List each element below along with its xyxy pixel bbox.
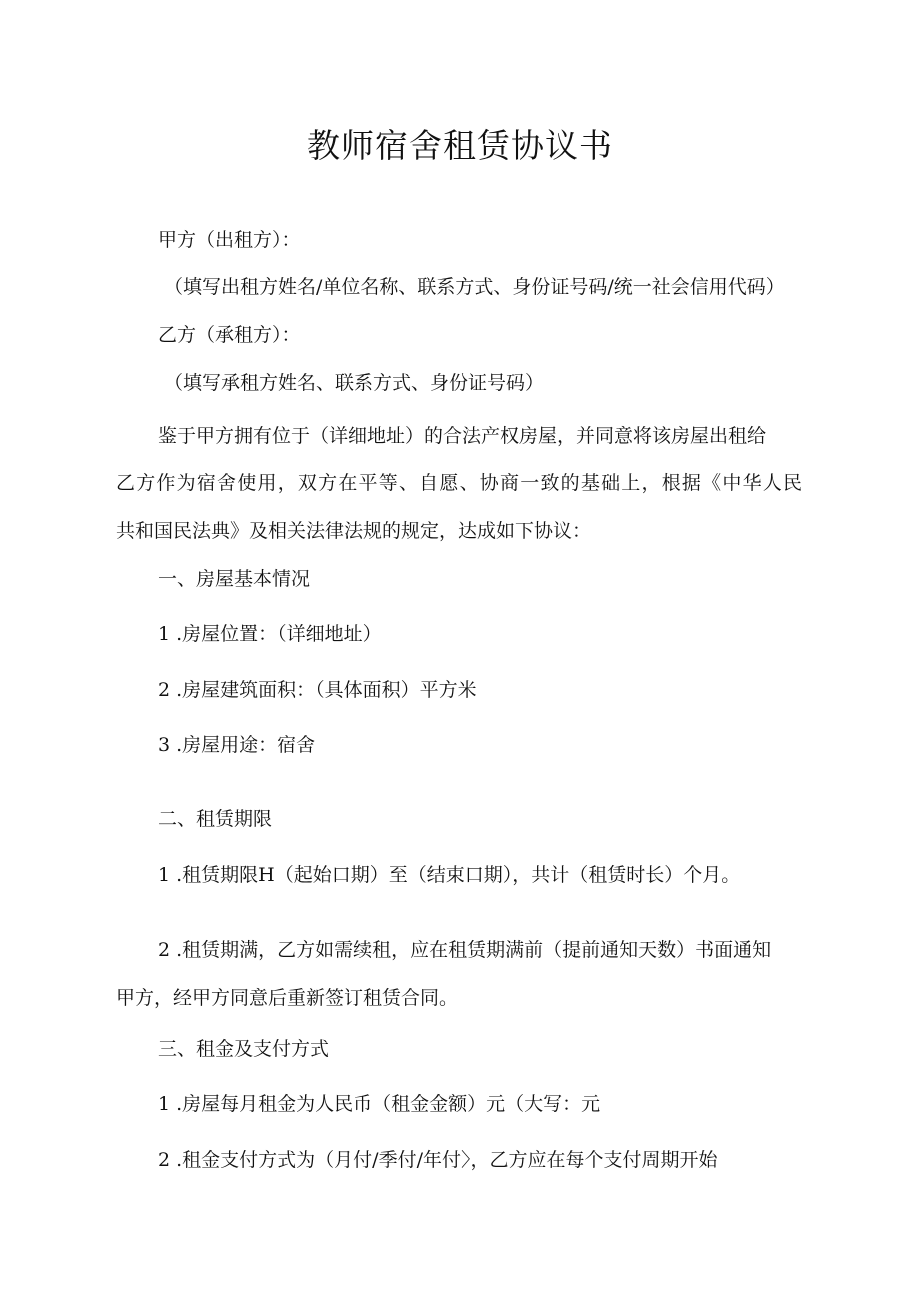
section-2-item-2-line-1: 2 .租赁期满，乙方如需续租，应在租赁期满前（提前通知天数）书面通知 <box>158 939 772 961</box>
section-3-heading: 三、租金及支付方式 <box>158 1038 330 1060</box>
party-b-hint: （填写承租方姓名、联系方式、身份证号码） <box>164 372 545 394</box>
document-title: 教师宿舍租赁协议书 <box>307 126 613 165</box>
section-3-item-1: 1 .房屋每月租金为人民币（租金金额）元（大写：元 <box>158 1093 601 1115</box>
section-2-item-1: 1 .租赁期限H（起始口期）至（结束口期），共计（租赁时长）个月。 <box>158 864 741 886</box>
party-a-label: 甲方（出租方）： <box>158 229 301 251</box>
section-1-item-3: 3 .房屋用途：宿舍 <box>158 734 316 756</box>
section-1-item-1: 1 .房屋位置：（详细地址） <box>158 623 382 645</box>
section-1-heading: 一、房屋基本情况 <box>158 568 311 590</box>
preamble-line-1: 鉴于甲方拥有位于（详细地址）的合法产权房屋，并同意将该房屋出租给 <box>158 425 767 447</box>
party-b-label: 乙方（承租方）： <box>158 324 301 346</box>
preamble-line-2: 乙方作为宿舍使用，双方在平等、自愿、协商一致的基础上，根据《中华人民 <box>116 472 802 494</box>
section-1-item-2: 2 .房屋建筑面积：（具体面积）平方米 <box>158 679 477 701</box>
section-2-item-2-line-2: 甲方，经甲方同意后重新签订租赁合同。 <box>116 987 459 1009</box>
party-a-hint: （填写出租方姓名/单位名称、联系方式、身份证号码/统一社会信用代码） <box>164 276 785 298</box>
preamble-line-3: 共和国民法典》及相关法律法规的规定，达成如下协议： <box>116 520 592 542</box>
section-2-heading: 二、租赁期限 <box>158 808 273 830</box>
section-3-item-2-line-1: 2 .租金支付方式为（月付/季付/年付〉，乙方应在每个支付周期开始 <box>158 1149 718 1171</box>
